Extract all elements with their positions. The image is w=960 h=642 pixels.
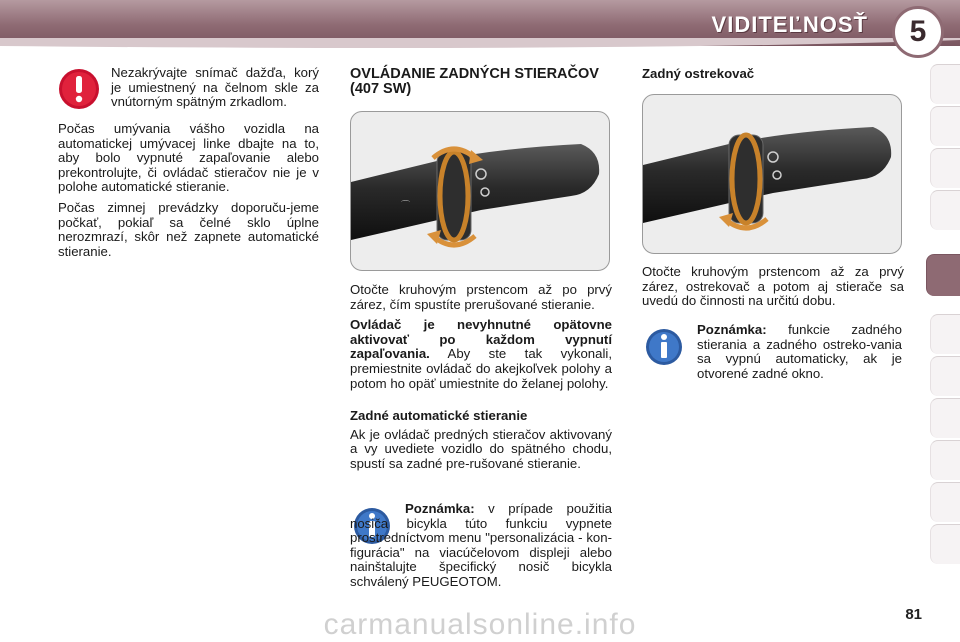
chapter-number-badge: 5 <box>892 6 944 58</box>
side-tab-5-active[interactable] <box>926 254 960 296</box>
svg-text:⌒: ⌒ <box>401 201 411 211</box>
middle-note <box>350 502 612 596</box>
side-tab-6[interactable] <box>930 314 960 354</box>
left-column-text <box>58 122 319 265</box>
section-heading: OVLÁDANIE ZADNÝCH STIERAČOV (407 SW) <box>350 66 599 97</box>
rear-washer-heading: Zadný ostrekovač <box>642 66 755 81</box>
right-column-text <box>642 265 904 315</box>
note-label: Poznámka: <box>697 322 767 337</box>
info-icon <box>645 326 683 368</box>
side-tab-8[interactable] <box>930 398 960 438</box>
side-tab-4[interactable] <box>930 190 960 230</box>
page-number: 81 <box>905 606 922 623</box>
left-paragraph-1: Počas umývania vášho vozidla na automatickej umývacej linke dbajte na to, aby bolo vypnuté zapaľovanie alebo prekontrolujte, či ovládač stieračov nie je v polohe automatické stieranie. <box>58 121 319 195</box>
warning-note <box>111 66 319 116</box>
right-heading-block <box>642 67 904 86</box>
side-tab-10[interactable] <box>930 482 960 522</box>
chapter-side-tabs <box>926 64 960 576</box>
side-tab-1[interactable] <box>930 64 960 104</box>
note-label: Poznámka: <box>405 501 475 516</box>
right-paragraph-1: Otočte kruhovým prstencom až za prvý zárez, ostrekovač a potom aj stierače sa uvedú do činnosti na určitú dobu. <box>642 264 904 309</box>
side-tab-3[interactable] <box>930 148 960 188</box>
middle-column-text <box>350 283 612 478</box>
instruction-rest: Aby ste tak vykonali, premiestnite ovládač do akejkoľvek polohy a potom ho opäť umiestnite do želanej polohy. <box>350 346 612 391</box>
side-tab-9[interactable] <box>930 440 960 480</box>
watermark: carmanualsonline.info <box>323 608 637 641</box>
header-curve-decoration <box>0 38 960 52</box>
right-note <box>697 323 902 387</box>
side-tab-7[interactable] <box>930 356 960 396</box>
note-text: funkcie zadného stierania a zadného ostreko-vania sa vypnú automaticky, ak je otvorené zadné okno. <box>697 322 902 381</box>
wiper-stalk-washer-photo <box>642 94 902 254</box>
wiper-stalk-illustration <box>351 112 609 270</box>
middle-heading-block <box>350 67 612 97</box>
bold-instruction: Ovládač je nevyhnutné opätovne aktivovať po každom vypnutí zapaľovania. <box>350 317 612 362</box>
note-text: v prípade použitia nosiča bicykla túto funkciu vypnete prostredníctvom menu "personalizácia - kon-figurácia" na viacúčelovom displeji alebo nainštalujte špecifický nosič bicykla schválený PEUGEOTOM. <box>350 501 612 589</box>
wiper-stalk-rotation-photo <box>350 111 610 271</box>
middle-paragraph-1: Otočte kruhovým prstencom až po prvý zárez, čím spustíte prerušované stieranie. <box>350 282 612 312</box>
middle-paragraph-3: Ak je ovládač predných stieračov aktivovaný a vy uvediete vozidlo do spätného chodu, spustí sa zadné pre-rušované stieranie. <box>350 426 612 471</box>
exclamation-warning-icon <box>58 68 100 110</box>
warning-text: Nezakrývajte snímač dažďa, korý je umiestnený na čelnom skle za vnútorným spätným zrkadlom. <box>111 65 319 110</box>
middle-paragraph-2 <box>350 318 612 391</box>
side-tab-11[interactable] <box>930 524 960 564</box>
side-tab-2[interactable] <box>930 106 960 146</box>
wiper-stalk-illustration-2 <box>643 95 901 253</box>
left-paragraph-2: Počas zimnej prevádzky doporuču-jeme počkať, pokiaľ sa čelné sklo úplne nerozmrazí, skôr než zapnete automatické stieranie. <box>58 199 319 259</box>
chapter-title: VIDITEĽNOSŤ <box>711 12 868 37</box>
rear-auto-wipe-subheading: Zadné automatické stieranie <box>350 408 528 424</box>
